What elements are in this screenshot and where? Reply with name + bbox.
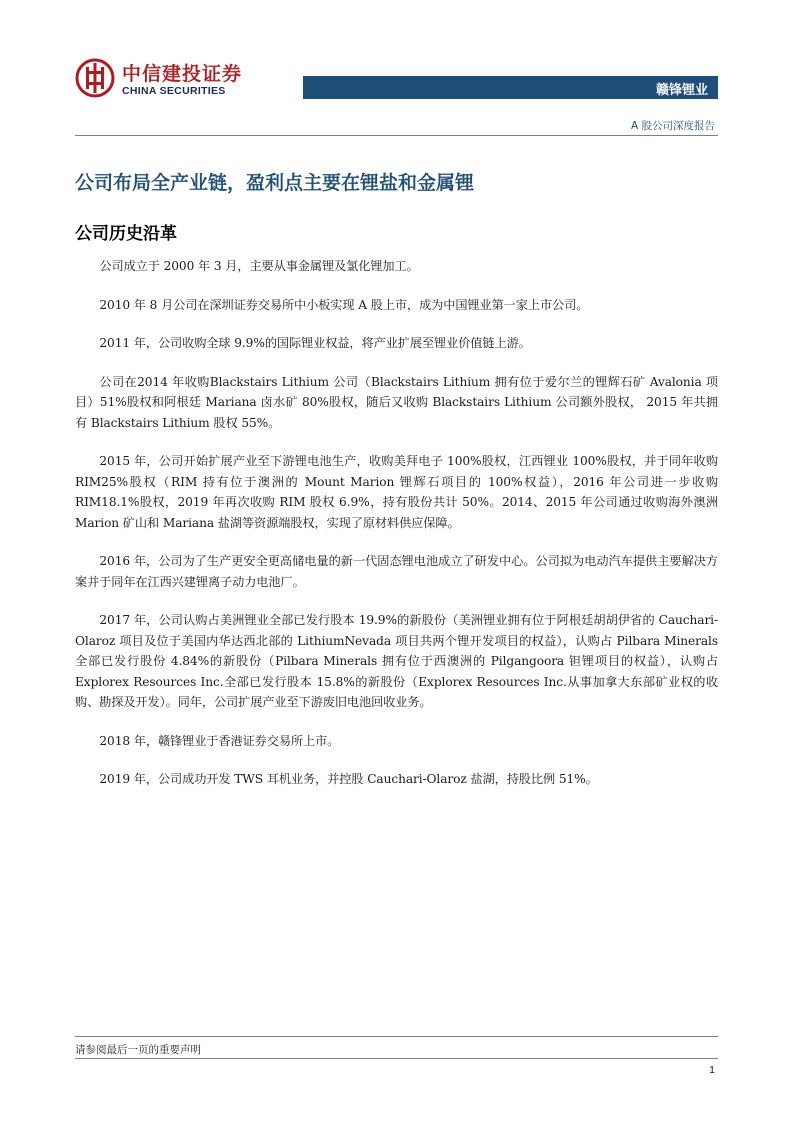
sub-title: 公司历史沿革 <box>75 224 177 244</box>
paragraph-4: 公司在2014 年收购Blackstairs Lithium 公司（Blackstairs Lithium 拥有位于爱尔兰的锂辉石矿 Avalonia 项目）51%股权和阿根廷 Mariana 卤水矿 80%股权，随后又收购 Blackstairs Lithium 公司额外股权， 2015 年共拥有 Blackstairs Lithium 股权 55%。 <box>75 374 718 430</box>
logo-chinese-name: 中信建投证券 <box>122 63 243 85</box>
paragraph-8: 2018 年，赣锋锂业于香港证券交易所上市。 <box>99 733 340 748</box>
body-text <box>75 256 718 808</box>
paragraph-5: 2015 年，公司开始扩展产业至下游锂电池生产，收购美拜电子 100%股权，江西锂业 100%股权，并于同年收购 RIM25%股权（RIM 持有位于澳洲的 Mount Marion 锂辉石项目的 100%权益），2016 年公司进一步收购 RIM18.1%股权，2019 年再次收购 RIM 股权 6.9%，持有股份共计 50%。2014、2015 年公司通过收购海外澳洲 Marion 矿山和 Mariana 盐湖等资源端股权，实现了原材料供应保障。 <box>75 454 718 530</box>
logo-english-name: CHINA SECURITIES <box>122 85 226 97</box>
disclaimer-note: 请参阅最后一页的重要声明 <box>75 1044 201 1056</box>
paragraph-1: 公司成立于 2000 年 3 月，主要从事金属锂及氯化锂加工。 <box>99 259 419 273</box>
header-bar <box>303 76 718 99</box>
footer-divider-lower <box>75 1058 718 1059</box>
company-tag: 赣锋锂业 <box>655 83 708 98</box>
paragraph-6: 2016 年，公司为了生产更安全更高储电量的新一代固态锂电池成立了研发中心。公司拟为电动汽车提供主要解决方案并于同年在江西兴建锂离子动力电池厂。 <box>75 554 718 589</box>
section-title: 公司布局全产业链，盈利点主要在锂盐和金属锂 <box>75 172 475 194</box>
china-securities-logo-icon <box>75 58 115 98</box>
page-number: 1 <box>709 1064 715 1076</box>
paragraph-9: 2019 年，公司成功开发 TWS 耳机业务，并控股 Cauchari-Olaroz 盐湖，持股比例 51%。 <box>99 772 598 786</box>
company-logo <box>75 57 255 103</box>
paragraph-3: 2011 年，公司收购全球 9.9%的国际锂业权益，将产业扩展至锂业价值链上游。 <box>99 336 531 350</box>
report-type: A 股公司深度报告 <box>630 120 715 132</box>
header-divider <box>75 135 718 136</box>
footer-divider <box>75 1036 718 1037</box>
paragraph-7: 2017 年，公司认购占美洲锂业全部已发行股本 19.9%的新股份（美洲锂业拥有位于阿根廷胡胡伊省的 Cauchari-Olaroz 项目及位于美国内华达西北部的 LithiumNevada 项目共两个锂开发项目的权益），认购占 Pilbara Minerals 全部已发行股份 4.84%的新股份（Pilbara Minerals 拥有位于西澳洲的 Pilgangoora 钽锂项目的权益），认购占 Explorex Resources Inc.全部已发行股本 15.8%的新股份（Explorex Resources Inc.从事加拿大东部矿业权的收购、勘探及开发）。同年，公司扩展产业至下游废旧电池回收业务。 <box>75 613 718 709</box>
paragraph-2: 2010 年 8 月公司在深圳证券交易所中小板实现 A 股上市，成为中国锂业第一家上市公司。 <box>99 297 589 312</box>
